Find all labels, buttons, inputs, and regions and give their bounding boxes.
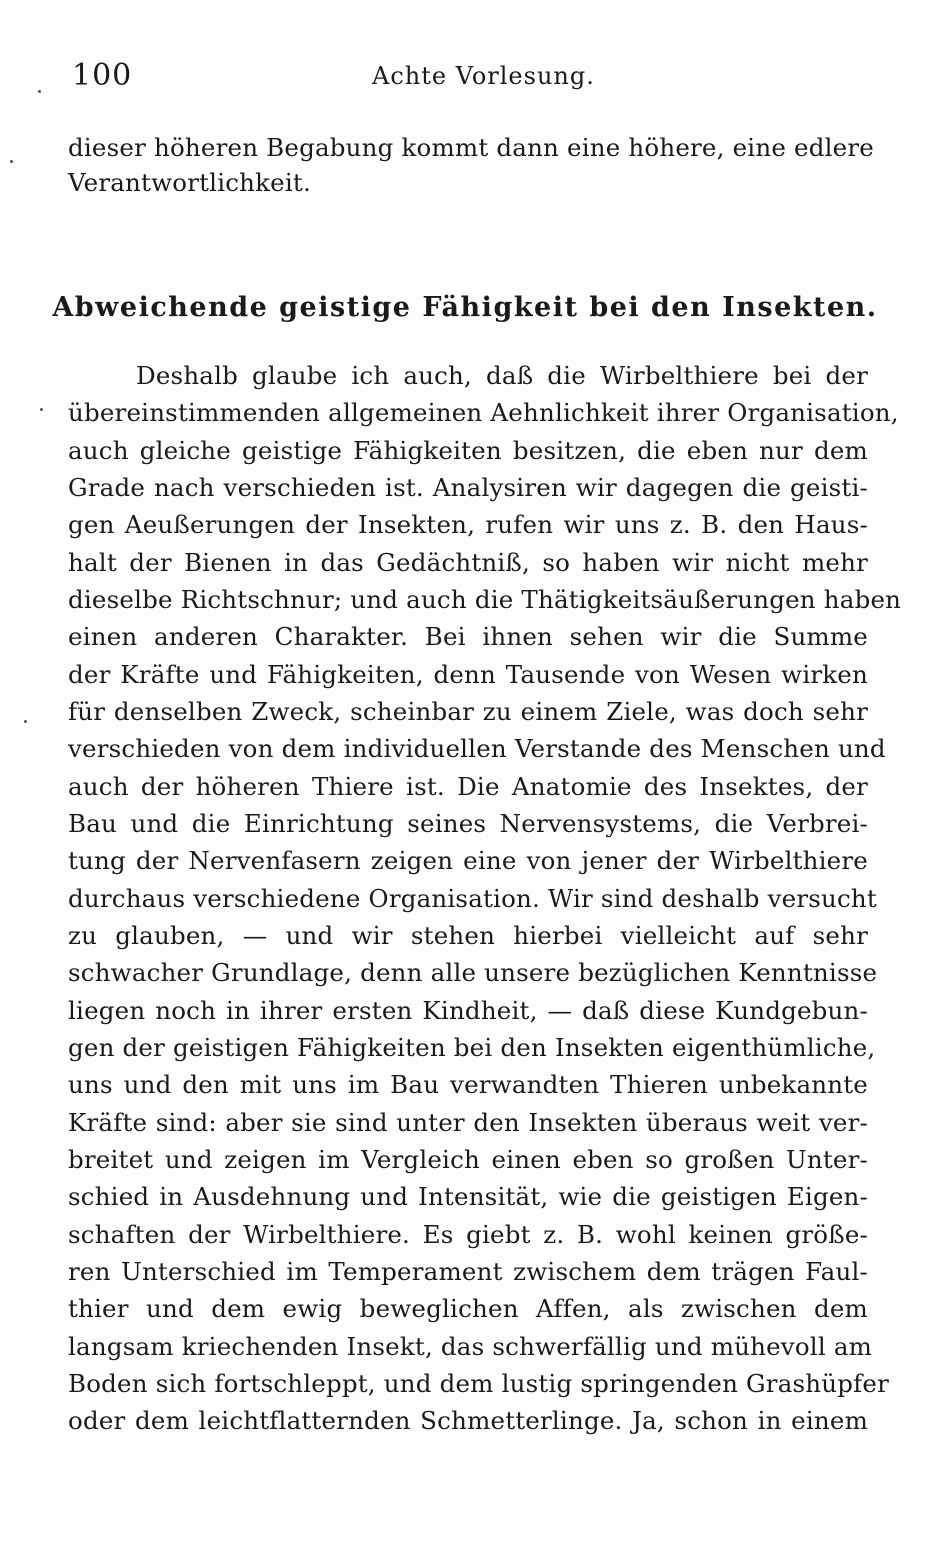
scan-speck — [10, 160, 13, 163]
text-line: der Kräfte und Fähigkeiten, denn Tausende von Wesen wirken — [68, 660, 868, 689]
text-line: oder dem leichtflatternden Schmetterlinge. Ja, schon in einem — [68, 1406, 868, 1435]
text-line: Kräfte sind: aber sie sind unter den Insekten überaus weit ver- — [68, 1108, 868, 1137]
text-line: übereinstimmenden allgemeinen Aehnlichkeit ihrer Organisation, — [68, 398, 899, 427]
text-line: Bau und die Einrichtung seines Nervensystems, die Verbrei- — [68, 809, 868, 838]
scan-speck — [38, 90, 41, 93]
text-line: Deshalb glaube ich auch, daß die Wirbelthiere bei der — [136, 361, 868, 390]
text-line: auch der höheren Thiere ist. Die Anatomie des Insektes, der — [68, 772, 868, 801]
text-line: thier und dem ewig beweglichen Affen, als zwischen dem — [68, 1294, 868, 1323]
section-heading: Abweichende geistige Fähigkeit bei den Insekten. — [52, 292, 878, 323]
text-line: auch gleiche geistige Fähigkeiten besitzen, die eben nur dem — [68, 436, 868, 465]
scan-speck — [40, 408, 43, 411]
text-line: tung der Nervenfasern zeigen eine von jener der Wirbelthiere — [68, 846, 868, 875]
text-line: dieser höheren Begabung kommt dann eine höhere, eine edlere — [68, 133, 874, 162]
text-line: breitet und zeigen im Vergleich einen eben so großen Unter- — [68, 1145, 868, 1174]
text-line: für denselben Zweck, scheinbar zu einem Ziele, was doch sehr — [68, 697, 868, 726]
text-line: uns und den mit uns im Bau verwandten Thieren unbekannte — [68, 1070, 868, 1099]
page-header — [72, 58, 872, 98]
text-line: liegen noch in ihrer ersten Kindheit, — daß diese Kundgebun- — [68, 996, 868, 1025]
text-line: schaften der Wirbelthiere. Es giebt z. B. wohl keinen größe- — [68, 1220, 868, 1249]
text-line: Grade nach verschieden ist. Analysiren wir dagegen die geisti- — [68, 473, 868, 502]
text-line: ren Unterschied im Temperament zwischem dem trägen Faul- — [68, 1257, 868, 1286]
text-line: halt der Bienen in das Gedächtniß, so haben wir nicht mehr — [68, 548, 868, 577]
text-line: einen anderen Charakter. Bei ihnen sehen wir die Summe — [68, 622, 868, 651]
text-line: zu glauben, — und wir stehen hierbei vielleicht auf sehr — [68, 921, 868, 950]
text-line: schied in Ausdehnung und Intensität, wie die geistigen Eigen- — [68, 1182, 868, 1211]
text-line: dieselbe Richtschnur; und auch die Thätigkeitsäußerungen haben — [68, 585, 902, 614]
page-number: 100 — [72, 58, 133, 93]
text-line: Boden sich fortschleppt, und dem lustig springenden Grashüpfer — [68, 1369, 890, 1398]
text-line: gen Aeußerungen der Insekten, rufen wir uns z. B. den Haus- — [68, 510, 868, 539]
text-line: gen der geistigen Fähigkeiten bei den Insekten eigenthümliche, — [68, 1033, 876, 1062]
scan-speck — [24, 720, 27, 723]
running-title: Achte Vorlesung. — [372, 62, 595, 90]
text-line: durchaus verschiedene Organisation. Wir sind deshalb versucht — [68, 884, 877, 913]
text-line: verschieden von dem individuellen Verstande des Menschen und — [68, 734, 886, 763]
text-line: Verantwortlichkeit. — [68, 168, 311, 197]
text-line: langsam kriechenden Insekt, das schwerfällig und mühevoll am — [68, 1332, 873, 1361]
text-line: schwacher Grundlage, denn alle unsere bezüglichen Kenntnisse — [68, 958, 878, 987]
